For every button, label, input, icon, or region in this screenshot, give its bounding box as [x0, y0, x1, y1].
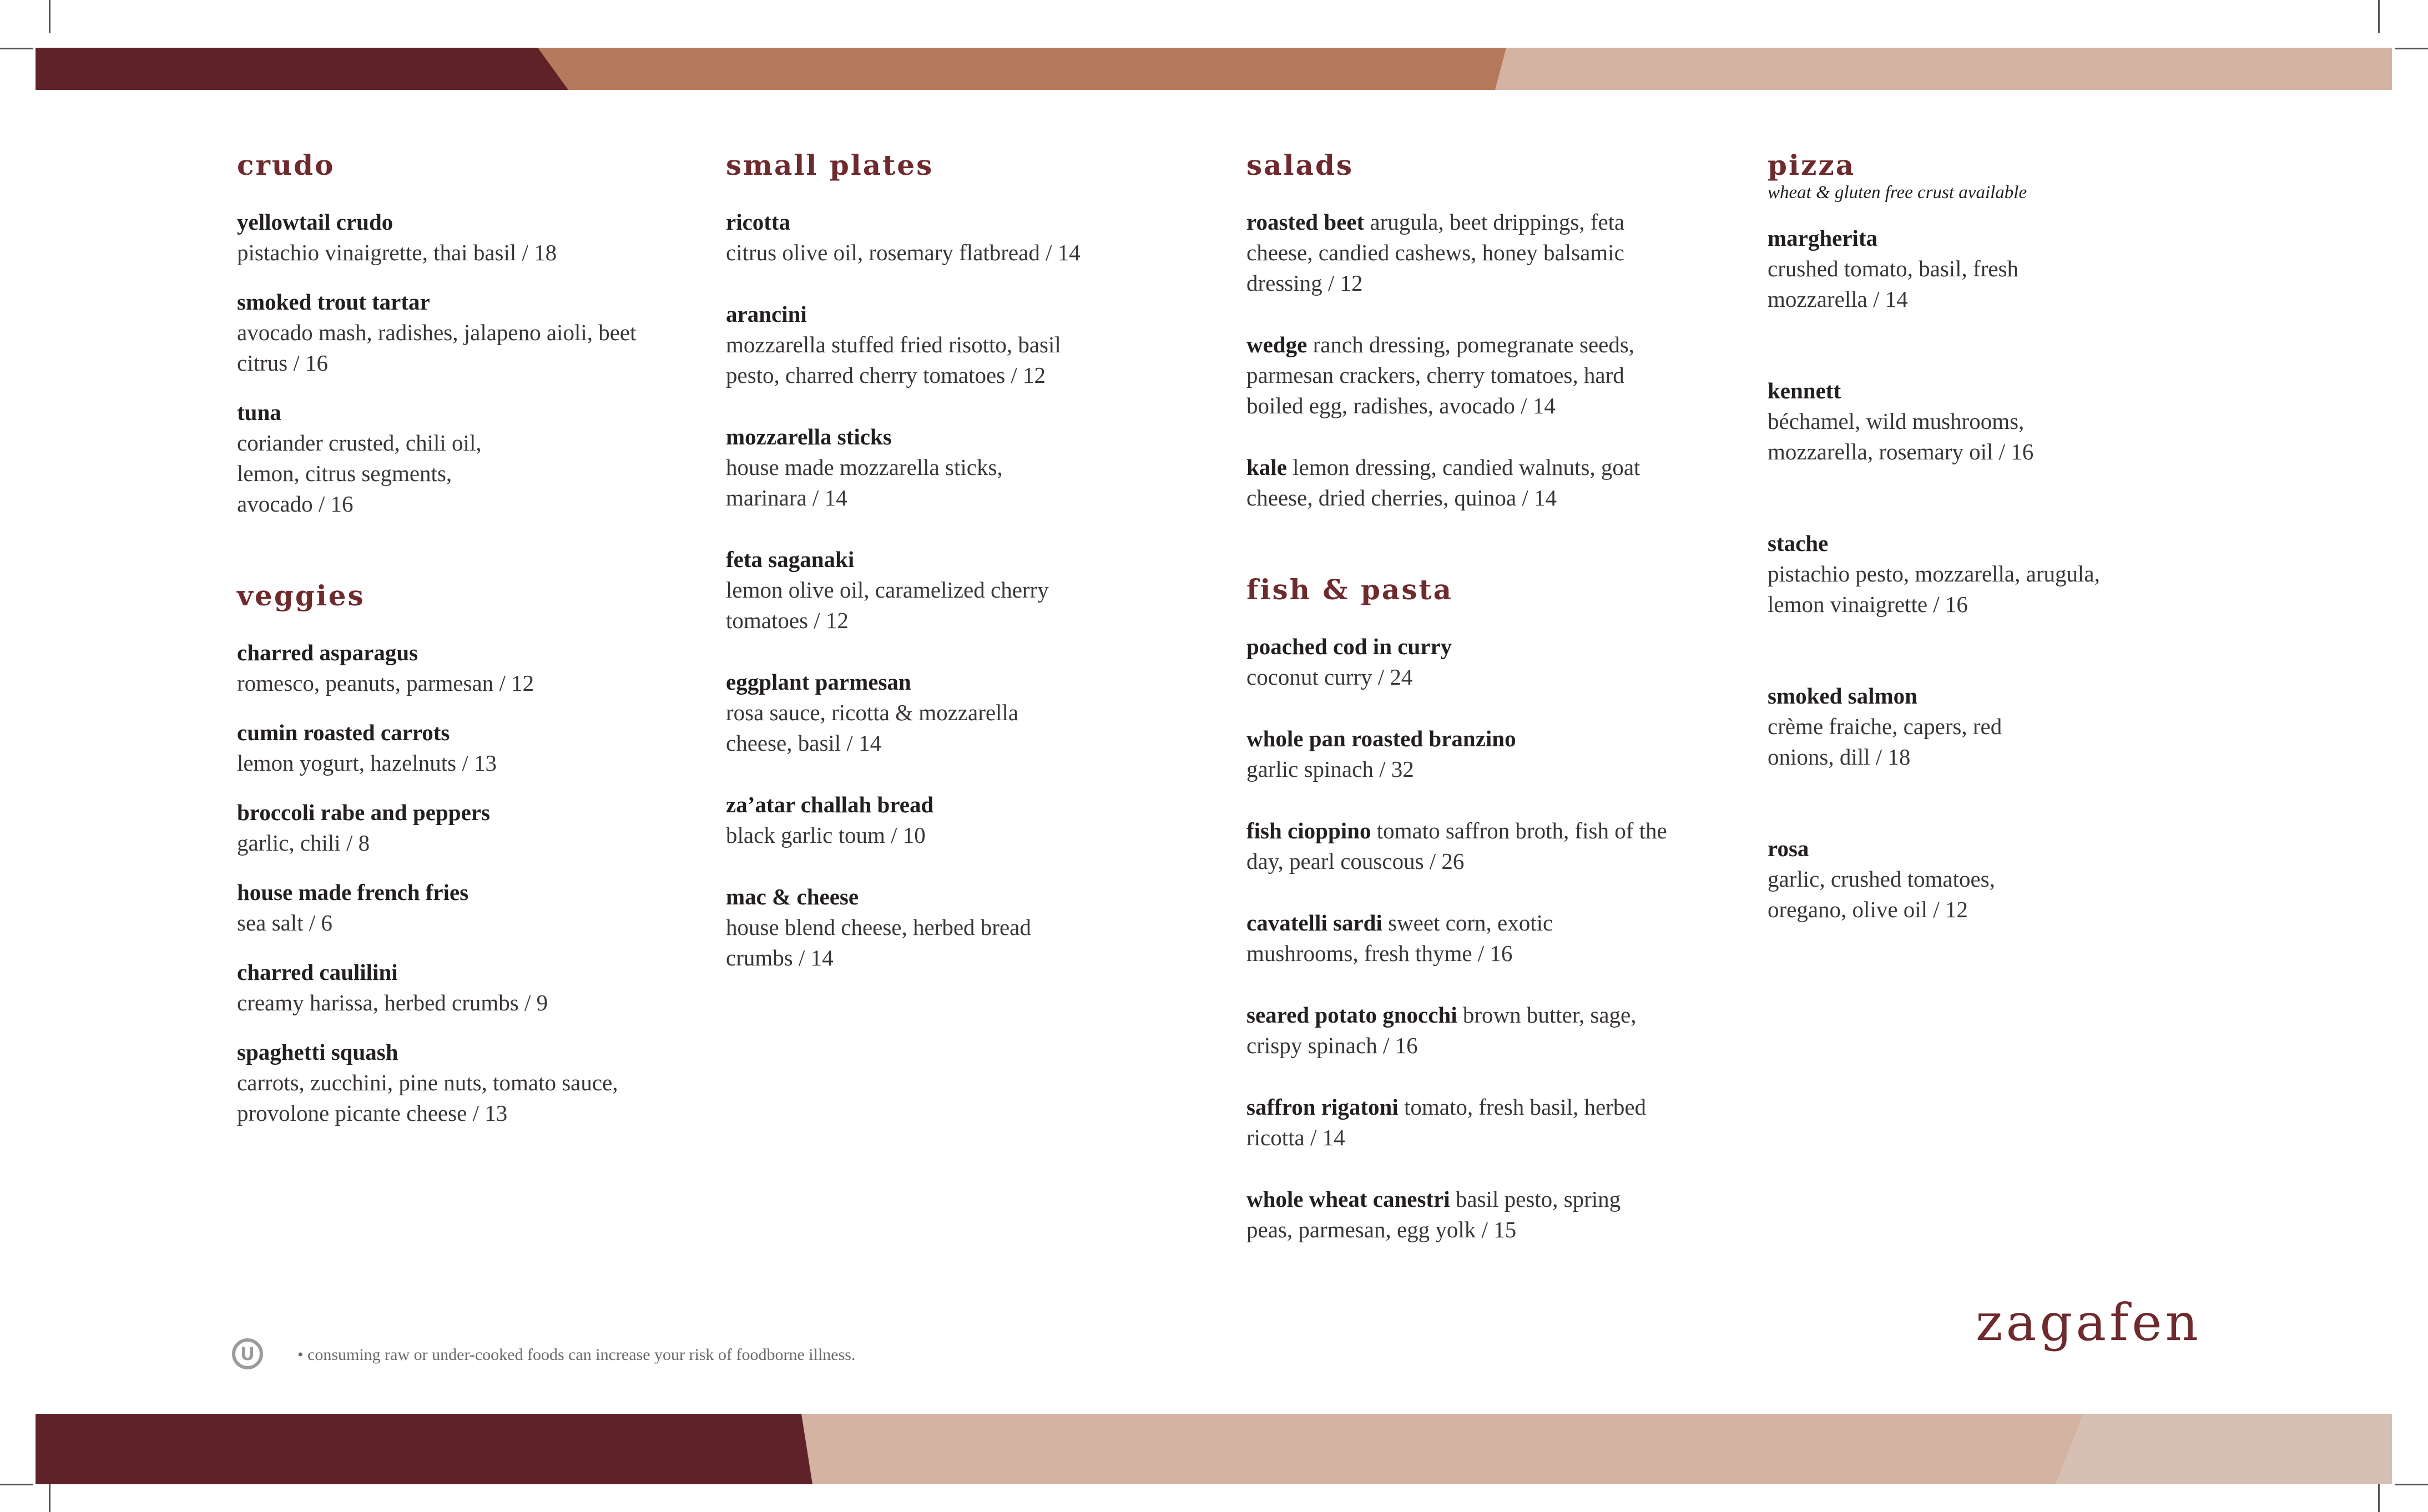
- item-description: rosa sauce, ricotta & mozzarella cheese, basil / 14: [726, 700, 1019, 756]
- item-description: sweet corn, exotic mushrooms, fresh thyme / 16: [1246, 910, 1553, 966]
- bottom-band-graphic: [36, 1414, 2392, 1484]
- item-name: kennett: [1768, 378, 1841, 403]
- item-name: wedge: [1246, 332, 1308, 357]
- menu-item: [726, 882, 1181, 973]
- menu-item: [1768, 833, 2212, 925]
- restaurant-logo: zagafen: [1976, 1293, 2202, 1352]
- item-description: house made mozzarella sticks, marinara / 14: [726, 454, 1003, 510]
- item-description: crème fraiche, capers, red onions, dill / 18: [1768, 714, 2002, 770]
- menu-item: [237, 397, 659, 519]
- menu-item: [237, 1037, 659, 1129]
- item-name: poached cod in curry: [1246, 634, 1452, 659]
- item-description: citrus olive oil, rosemary flatbread / 14: [726, 240, 1081, 265]
- item-name: smoked salmon: [1768, 683, 1917, 709]
- menu-item: [1768, 681, 2212, 772]
- item-name: yellowtail crudo: [237, 209, 393, 235]
- menu-item: [1246, 1000, 1679, 1061]
- kosher-symbol-icon: U: [232, 1338, 263, 1369]
- food-safety-disclaimer: • consuming raw or under-cooked foods can increase your risk of foodborne illness.: [297, 1346, 856, 1364]
- item-name: smoked trout tartar: [237, 289, 430, 315]
- section-title: pizza: [1768, 149, 1856, 181]
- item-description: pistachio vinaigrette, thai basil / 18: [237, 240, 557, 265]
- menu-item: [1246, 452, 1668, 513]
- item-name: saffron rigatoni: [1246, 1094, 1399, 1120]
- item-name: mac & cheese: [726, 884, 859, 909]
- item-description: béchamel, wild mushrooms, mozzarella, rosemary oil / 16: [1768, 408, 2034, 464]
- crop-mark: [0, 1484, 33, 1485]
- item-description: ranch dressing, pomegranate seeds, parmesan crackers, cherry tomatoes, hard boiled egg, radishes, avocado / 14: [1246, 332, 1635, 418]
- item-description: creamy harissa, herbed crumbs / 9: [237, 990, 548, 1015]
- item-name: cumin roasted carrots: [237, 720, 450, 745]
- item-name: seared potato gnocchi: [1246, 1002, 1457, 1028]
- item-name: house made french fries: [237, 879, 469, 905]
- section-salads: [1246, 150, 1702, 513]
- item-name: whole pan roasted branzino: [1246, 726, 1516, 751]
- item-description: garlic, crushed tomatoes, oregano, olive oil / 12: [1768, 866, 1995, 922]
- item-name: whole wheat canestri: [1246, 1186, 1450, 1212]
- menu-item: [726, 422, 1181, 513]
- item-description: crushed tomato, basil, fresh mozzarella / 14: [1768, 256, 2019, 312]
- section-note: wheat & gluten free crust available: [1768, 183, 2027, 203]
- menu-item: [1246, 1184, 1657, 1245]
- item-name: kale: [1246, 454, 1287, 480]
- menu-column-3: [1246, 150, 1702, 1264]
- menu-item: [1246, 724, 1702, 785]
- menu-item: [237, 638, 659, 699]
- item-description: lemon dressing, candied walnuts, goat cheese, dried cherries, quinoa / 14: [1246, 454, 1640, 510]
- menu-item: [726, 667, 1181, 758]
- item-description: basil pesto, spring peas, parmesan, egg yolk / 15: [1246, 1186, 1621, 1242]
- section-veggies: [237, 580, 659, 1129]
- menu-item: [1246, 631, 1702, 692]
- item-description: garlic, chili / 8: [237, 830, 370, 856]
- item-name: za’atar challah bread: [726, 792, 934, 817]
- item-description: black garlic toum / 10: [726, 822, 926, 848]
- section-small-plates: [726, 150, 1181, 973]
- item-name: spaghetti squash: [237, 1039, 398, 1065]
- menu-item: [726, 790, 1181, 851]
- menu-column-2: [726, 150, 1181, 992]
- item-description: mozzarella stuffed fried risotto, basil pesto, charred cherry tomatoes / 12: [726, 332, 1061, 388]
- top-decorative-band: [36, 48, 2392, 90]
- menu-item: [1768, 376, 2212, 467]
- menu-item: [726, 299, 1181, 391]
- section-title: salads: [1246, 149, 1354, 181]
- menu-item: [726, 544, 1181, 636]
- item-name: stache: [1768, 530, 1829, 556]
- item-description: arugula, beet drippings, feta cheese, candied cashews, honey balsamic dressing / 12: [1246, 209, 1625, 296]
- menu-item: [237, 797, 659, 858]
- crop-mark: [49, 0, 51, 33]
- menu-item: [1246, 330, 1635, 421]
- item-name: rosa: [1768, 836, 1809, 861]
- item-name: fish cioppino: [1246, 818, 1371, 843]
- section-title: crudo: [237, 149, 335, 181]
- item-name: ricotta: [726, 209, 791, 235]
- section-title: fish & pasta: [1246, 573, 1453, 606]
- section-title: veggies: [237, 579, 365, 612]
- item-description: lemon yogurt, hazelnuts / 13: [237, 750, 497, 776]
- item-description: house blend cheese, herbed bread crumbs / 14: [726, 914, 1031, 970]
- item-name: mozzarella sticks: [726, 424, 892, 449]
- menu-item: [1246, 207, 1657, 299]
- section-fish-and-pasta: [1246, 574, 1702, 1245]
- item-description: tomato saffron broth, fish of the day, pearl couscous / 26: [1246, 818, 1667, 874]
- item-description: coriander crusted, chili oil, lemon, citrus segments, avocado / 16: [237, 430, 482, 517]
- bottom-decorative-band: [36, 1414, 2392, 1484]
- item-description: lemon olive oil, caramelized cherry tomatoes / 12: [726, 577, 1049, 633]
- item-description: avocado mash, radishes, jalapeno aioli, beet citrus / 16: [237, 320, 637, 376]
- item-name: tuna: [237, 400, 281, 425]
- item-name: charred caulilini: [237, 959, 398, 985]
- item-name: feta saganaki: [726, 547, 855, 572]
- menu-item: [1768, 223, 2212, 315]
- item-name: cavatelli sardi: [1246, 910, 1382, 935]
- item-description: garlic spinach / 32: [1246, 756, 1414, 782]
- item-name: roasted beet: [1246, 209, 1365, 235]
- menu-item: [237, 877, 659, 938]
- section-crudo: [237, 150, 659, 519]
- item-description: romesco, peanuts, parmesan / 12: [237, 670, 534, 696]
- top-band-graphic: [36, 48, 2392, 90]
- crop-mark: [0, 48, 33, 49]
- crop-mark: [2395, 48, 2428, 49]
- crop-mark: [2378, 0, 2380, 33]
- item-description: pistachio pesto, mozzarella, arugula, lemon vinaigrette / 16: [1768, 561, 2100, 617]
- menu-item: [1768, 528, 2212, 620]
- menu-item: [726, 207, 1181, 268]
- menu-column-1: [237, 150, 659, 1147]
- section-pizza: [1768, 150, 2212, 925]
- menu-item: [1246, 908, 1646, 969]
- item-name: arancini: [726, 301, 807, 327]
- menu-item: [237, 207, 659, 268]
- item-name: margherita: [1768, 225, 1878, 251]
- menu-item: [237, 287, 659, 378]
- item-name: broccoli rabe and peppers: [237, 800, 490, 825]
- item-description: coconut curry / 24: [1246, 664, 1413, 690]
- item-description: brown butter, sage, crispy spinach / 16: [1246, 1002, 1637, 1058]
- menu-item: [1246, 1092, 1668, 1153]
- item-description: tomato, fresh basil, herbed ricotta / 14: [1246, 1094, 1647, 1150]
- menu-item: [237, 717, 659, 778]
- menu-item: [237, 957, 659, 1018]
- item-name: charred asparagus: [237, 640, 418, 665]
- section-title: small plates: [726, 149, 934, 181]
- item-description: carrots, zucchini, pine nuts, tomato sauce, provolone picante cheese / 13: [237, 1070, 618, 1126]
- menu-item: [1246, 816, 1679, 877]
- crop-mark: [2395, 1484, 2428, 1485]
- item-description: sea salt / 6: [237, 910, 332, 935]
- item-name: eggplant parmesan: [726, 669, 911, 695]
- menu-column-4: [1768, 150, 2212, 944]
